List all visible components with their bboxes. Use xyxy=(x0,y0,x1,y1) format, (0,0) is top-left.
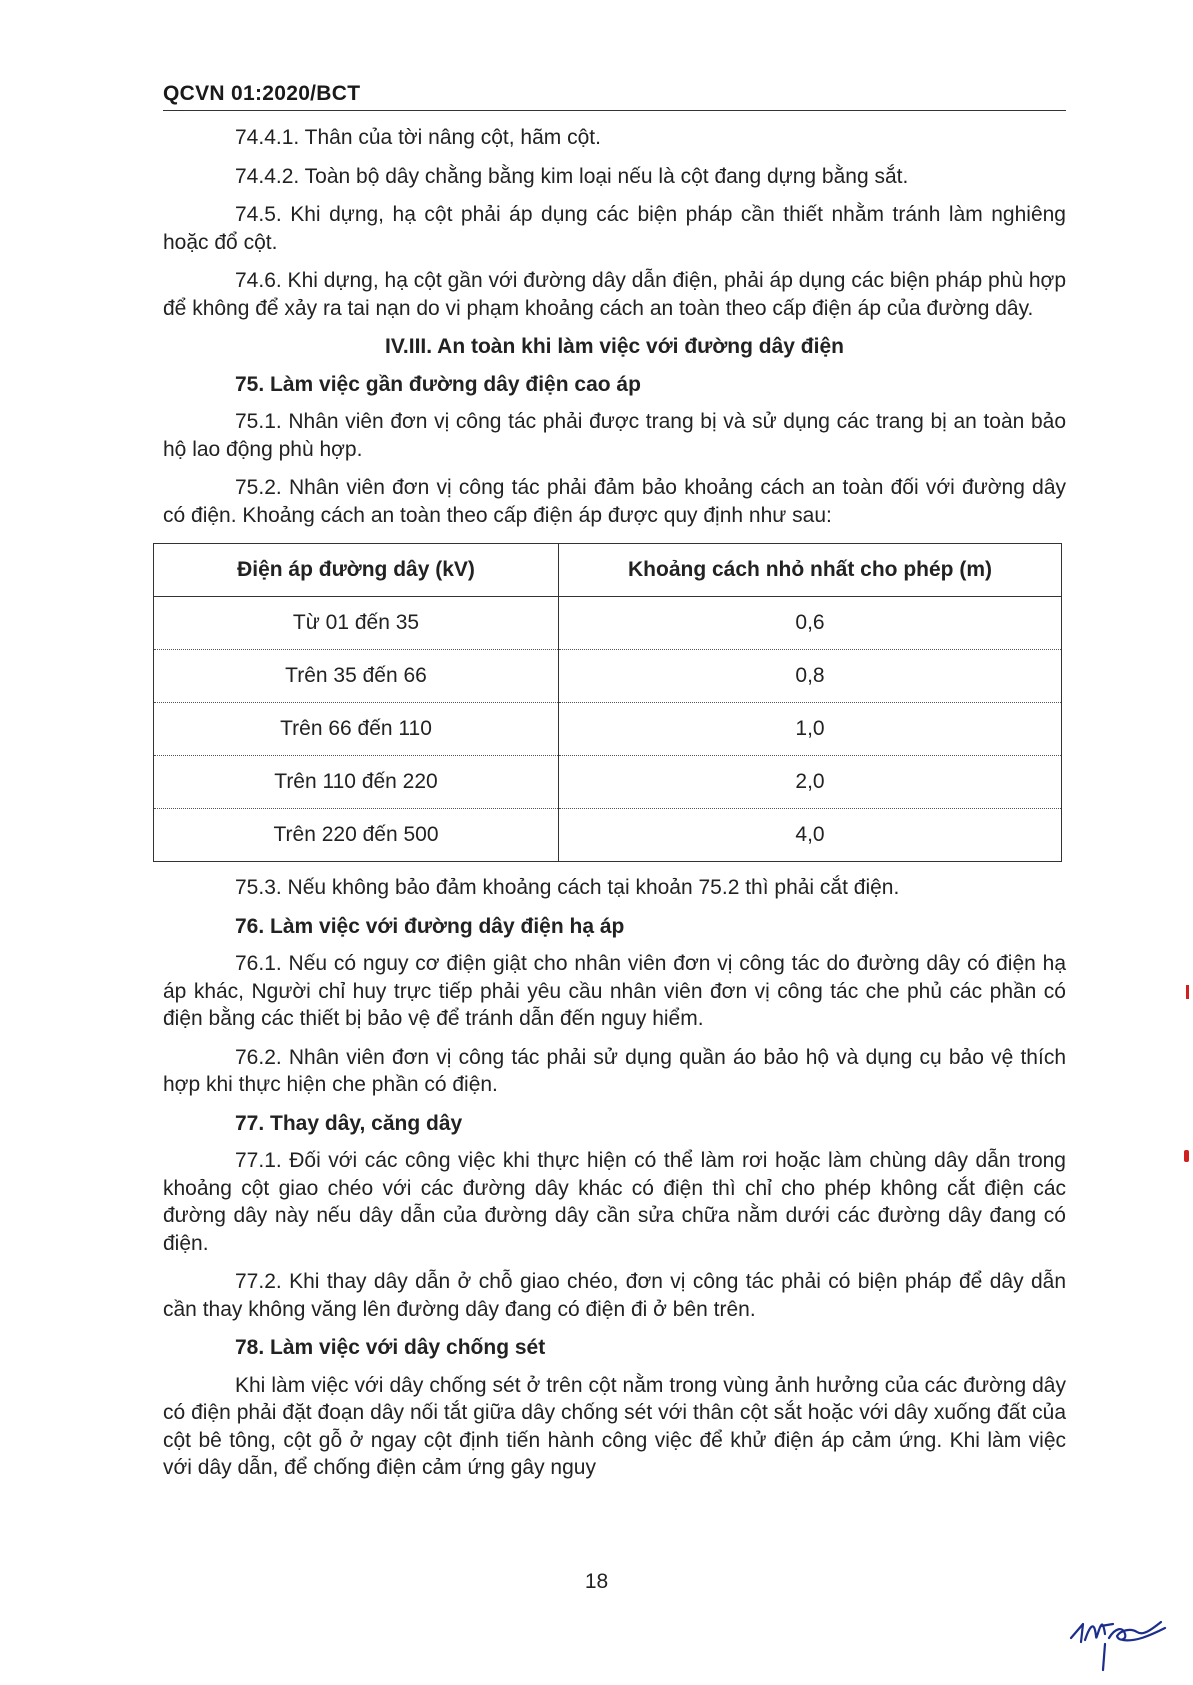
header-voltage: Điện áp đường dây (kV) xyxy=(154,544,559,597)
paragraph-75-3: 75.3. Nếu không bảo đảm khoảng cách tại khoản 75.2 thì phải cắt điện. xyxy=(235,876,900,899)
distance-cell: 2,0 xyxy=(559,756,1062,809)
distance-cell: 4,0 xyxy=(559,809,1062,862)
voltage-cell: Trên 66 đến 110 xyxy=(154,703,559,756)
table-row xyxy=(154,650,1062,703)
paragraph-75-1: 75.1. Nhân viên đơn vị công tác phải được trang bị và sử dụng các trang bị an toàn bảo hộ lao động phù hợp. xyxy=(163,410,1066,461)
paragraph-75-2: 75.2. Nhân viên đơn vị công tác phải đảm bảo khoảng cách an toàn đối với đường dây có điện. Khoảng cách an toàn theo cấp điện áp được quy định như sau: xyxy=(163,476,1066,527)
distance-cell: 0,8 xyxy=(559,650,1062,703)
safety-distance-table xyxy=(153,543,1062,862)
table-row xyxy=(154,809,1062,862)
document-body xyxy=(163,124,1066,1493)
paragraph-74-6: 74.6. Khi dựng, hạ cột gần với đường dây dẫn điện, phải áp dụng các biện pháp phù hợp để không để xảy ra tai nạn do vi phạm khoảng cách an toàn theo cấp điện áp của đường dây. xyxy=(163,269,1066,320)
red-ink-mark xyxy=(1184,1150,1189,1162)
paragraph-74-4-2: 74.4.2. Toàn bộ dây chằng bằng kim loại nếu là cột đang dựng bằng sắt. xyxy=(235,164,909,188)
paragraph-77-1: 77.1. Đối với các công việc khi thực hiện có thể làm rơi hoặc làm chùng dây dẫn trong khoảng cột giao chéo với các đường dây khác có điện thì chỉ cho phép không cắt điện các đường dây này nếu dây dẫn của đường dây cần sửa chữa nằm dưới các đường dây đang có điện. xyxy=(163,1149,1066,1255)
voltage-cell: Trên 35 đến 66 xyxy=(154,650,559,703)
heading-76: 76. Làm việc với đường dây điện hạ áp xyxy=(235,914,625,938)
voltage-cell: Từ 01 đến 35 xyxy=(154,597,559,650)
paragraph-74-5: 74.5. Khi dựng, hạ cột phải áp dụng các biện pháp cần thiết nhằm tránh làm nghiêng hoặc đổ cột. xyxy=(163,203,1066,254)
paragraph-77-2: 77.2. Khi thay dây dẫn ở chỗ giao chéo, đơn vị công tác phải có biện pháp để dây dẫn cần thay không văng lên đường dây đang có điện đi ở bên trên. xyxy=(163,1270,1066,1321)
paragraph-74-4-1: 74.4.1. Thân của tời nâng cột, hãm cột. xyxy=(235,126,601,149)
table-row xyxy=(154,703,1062,756)
distance-cell: 1,0 xyxy=(559,703,1062,756)
header-distance: Khoảng cách nhỏ nhất cho phép (m) xyxy=(559,544,1062,597)
table-row xyxy=(154,597,1062,650)
heading-77: 77. Thay dây, căng dây xyxy=(235,1111,463,1135)
paragraph-78: Khi làm việc với dây chống sét ở trên cột nằm trong vùng ảnh hưởng của các đường dây có điện phải đặt đoạn dây nối tắt giữa dây chống sét với thân cột sắt hoặc với dây xuống đất của cột bê tông, cột gỗ ở ngay cột định tiến hành công việc để khử điện áp cảm ứng. Khi làm việc với dây dẫn, để chống điện cảm ứng gây nguy xyxy=(163,1373,1066,1479)
voltage-cell: Trên 110 đến 220 xyxy=(154,756,559,809)
heading-75: 75. Làm việc gần đường dây điện cao áp xyxy=(235,372,641,396)
heading-78: 78. Làm việc với dây chống sét xyxy=(235,1336,546,1359)
page-number: 18 xyxy=(584,1570,609,1593)
paragraph-76-2: 76.2. Nhân viên đơn vị công tác phải sử dụng quần áo bảo hộ và dụng cụ bảo vệ thích hợp khi thực hiện che phần có điện. xyxy=(163,1045,1066,1096)
red-ink-mark xyxy=(1186,985,1189,999)
distance-cell: 0,6 xyxy=(559,597,1062,650)
section-heading-iv-iii: IV.III. An toàn khi làm việc với đường dây điện xyxy=(385,335,844,358)
paragraph-76-1: 76.1. Nếu có nguy cơ điện giật cho nhân viên đơn vị công tác do đường dây có điện hạ áp khác, Người chỉ huy trực tiếp phải yêu cầu nhân viên đơn vị công tác che phủ các phần có điện bằng các thiết bị bảo vệ để tránh dẫn đến nguy hiểm. xyxy=(163,952,1066,1030)
page-header xyxy=(163,82,1066,111)
voltage-cell: Trên 220 đến 500 xyxy=(154,809,559,862)
table-header-row xyxy=(154,544,1062,597)
signature-icon xyxy=(1065,1600,1175,1678)
regulation-code: QCVN 01:2020/BCT xyxy=(163,82,361,105)
table-row xyxy=(154,756,1062,809)
